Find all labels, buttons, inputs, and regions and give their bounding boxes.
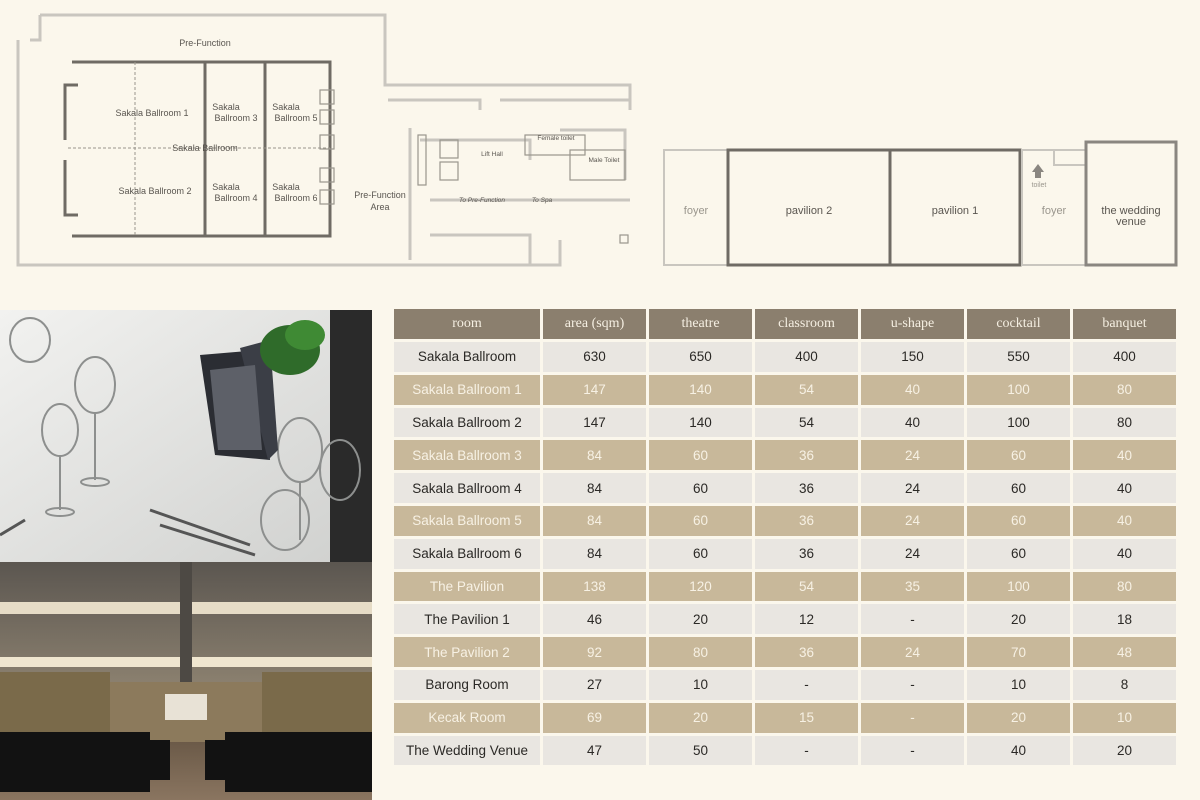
table-cell: 40: [1073, 506, 1176, 536]
table-cell: 46: [543, 604, 646, 634]
ballroom-4-label-line1: Sakala: [212, 182, 240, 192]
table-cell: Sakala Ballroom 1: [394, 375, 540, 405]
table-row: [394, 506, 1176, 536]
header-theatre: theatre: [649, 309, 752, 339]
table-cell: 120: [649, 572, 752, 602]
table-cell: 48: [1073, 637, 1176, 667]
to-pre-function-label: To Pre-Function: [458, 197, 506, 204]
table-body: [394, 342, 1176, 765]
capacity-table: [394, 309, 1180, 765]
table-cell: 8: [1073, 670, 1176, 700]
table-cell: 84: [543, 539, 646, 569]
female-toilet-label: Female toilet: [537, 135, 575, 142]
table-cell: 138: [543, 572, 646, 602]
table-cell: 100: [967, 408, 1070, 438]
table-cell: 36: [755, 506, 858, 536]
pavilion-floor-plan: [662, 140, 1182, 268]
table-row: [394, 703, 1176, 733]
table-cell: 24: [861, 473, 964, 503]
table-cell: 36: [755, 637, 858, 667]
table-cell: Kecak Room: [394, 703, 540, 733]
table-cell: 40: [1073, 473, 1176, 503]
table-cell: 69: [543, 703, 646, 733]
table-cell: 18: [1073, 604, 1176, 634]
wedding-venue-label-line1: the wedding: [1101, 205, 1161, 217]
table-cell: 400: [1073, 342, 1176, 372]
table-cell: 15: [755, 703, 858, 733]
ballroom-5-label-line2: Ballroom 5: [274, 113, 318, 123]
table-row: [394, 408, 1176, 438]
table-cell: 550: [967, 342, 1070, 372]
table-cell: -: [861, 604, 964, 634]
table-row: [394, 473, 1176, 503]
ballroom-floor-plan: [10, 10, 650, 272]
table-cell: The Pavilion 2: [394, 637, 540, 667]
header-banquet: banquet: [1073, 309, 1176, 339]
table-cell: 147: [543, 375, 646, 405]
table-row: [394, 670, 1176, 700]
table-row: [394, 375, 1176, 405]
table-cell: 54: [755, 375, 858, 405]
ballroom-5-label-line1: Sakala: [272, 102, 300, 112]
table-cell: 50: [649, 736, 752, 766]
table-cell: -: [755, 736, 858, 766]
table-cell: 60: [649, 473, 752, 503]
table-cell: 60: [967, 539, 1070, 569]
ballroom-6-label-line1: Sakala: [272, 182, 300, 192]
table-row: [394, 572, 1176, 602]
table-cell: The Pavilion 1: [394, 604, 540, 634]
table-cell: 80: [1073, 572, 1176, 602]
table-cell: 24: [861, 506, 964, 536]
foyer-left-label: foyer: [683, 205, 709, 217]
table-cell: 36: [755, 539, 858, 569]
table-cell: 92: [543, 637, 646, 667]
table-row: [394, 440, 1176, 470]
table-cell: 400: [755, 342, 858, 372]
header-cocktail: cocktail: [967, 309, 1070, 339]
wedding-venue-label-line2: venue: [1116, 216, 1146, 228]
table-cell: 80: [1073, 408, 1176, 438]
table-row: [394, 604, 1176, 634]
table-cell: -: [861, 670, 964, 700]
table-cell: 20: [1073, 736, 1176, 766]
table-cell: 80: [649, 637, 752, 667]
table-cell: Sakala Ballroom 2: [394, 408, 540, 438]
table-cell: 54: [755, 572, 858, 602]
table-cell: 10: [967, 670, 1070, 700]
table-cell: 150: [861, 342, 964, 372]
table-cell: 40: [1073, 440, 1176, 470]
pavilion-1-label: pavilion 1: [931, 205, 979, 217]
table-cell: 24: [861, 637, 964, 667]
table-cell: 100: [967, 572, 1070, 602]
table-cell: The Wedding Venue: [394, 736, 540, 766]
table-cell: 54: [755, 408, 858, 438]
table-cell: 24: [861, 539, 964, 569]
table-cell: 20: [649, 703, 752, 733]
table-cell: Sakala Ballroom 6: [394, 539, 540, 569]
table-cell: 60: [967, 473, 1070, 503]
foyer-right-label: foyer: [1041, 205, 1067, 217]
ballroom-center-label: Sakala Ballroom: [172, 143, 238, 153]
pre-function-area-label-line2: Area: [370, 202, 390, 212]
table-cell: -: [755, 670, 858, 700]
table-cell: 20: [967, 604, 1070, 634]
table-cell: 20: [649, 604, 752, 634]
table-cell: 10: [1073, 703, 1176, 733]
ballroom-4-label-line2: Ballroom 4: [214, 193, 258, 203]
table-cell: 80: [1073, 375, 1176, 405]
table-cell: 140: [649, 375, 752, 405]
table-cell: 60: [967, 440, 1070, 470]
table-cell: 650: [649, 342, 752, 372]
header-room: room: [394, 309, 540, 339]
male-toilet-label: Male Toilet: [588, 157, 620, 164]
table-cell: 10: [649, 670, 752, 700]
table-cell: 12: [755, 604, 858, 634]
table-cell: 147: [543, 408, 646, 438]
toilet-label: toilet: [1031, 182, 1047, 189]
pre-function-top-label: Pre-Function: [179, 38, 231, 48]
table-cell: 60: [649, 506, 752, 536]
table-cell: 60: [649, 539, 752, 569]
table-cell: 47: [543, 736, 646, 766]
table-cell: 84: [543, 440, 646, 470]
table-cell: 630: [543, 342, 646, 372]
table-cell: Sakala Ballroom: [394, 342, 540, 372]
table-row: [394, 736, 1176, 766]
table-cell: 40: [967, 736, 1070, 766]
table-cell: 20: [967, 703, 1070, 733]
table-cell: The Pavilion: [394, 572, 540, 602]
header-area: area (sqm): [543, 309, 646, 339]
ballroom-6-label-line2: Ballroom 6: [274, 193, 318, 203]
table-cell: 40: [861, 375, 964, 405]
ballroom-interior-photo: [0, 562, 372, 800]
table-cell: 70: [967, 637, 1070, 667]
table-cell: -: [861, 736, 964, 766]
table-cell: -: [861, 703, 964, 733]
table-row: [394, 342, 1176, 372]
table-row: [394, 539, 1176, 569]
table-row: [394, 637, 1176, 667]
table-header-row: [394, 309, 1176, 339]
table-cell: 40: [861, 408, 964, 438]
table-cell: 140: [649, 408, 752, 438]
table-cell: 84: [543, 473, 646, 503]
pavilion-2-label: pavilion 2: [785, 205, 833, 217]
table-cell: Sakala Ballroom 3: [394, 440, 540, 470]
table-cell: 36: [755, 473, 858, 503]
table-cell: 27: [543, 670, 646, 700]
table-cell: 36: [755, 440, 858, 470]
table-cell: Sakala Ballroom 5: [394, 506, 540, 536]
lift-hall-label: Lift Hall: [481, 151, 503, 158]
ballroom-2-label: Sakala Ballroom 2: [118, 186, 192, 196]
table-cell: 100: [967, 375, 1070, 405]
table-cell: 35: [861, 572, 964, 602]
table-cell: 60: [967, 506, 1070, 536]
table-cell: Barong Room: [394, 670, 540, 700]
ballroom-1-label: Sakala Ballroom 1: [115, 108, 189, 118]
table-cell: Sakala Ballroom 4: [394, 473, 540, 503]
ballroom-3-label-line2: Ballroom 3: [214, 113, 258, 123]
toilet-arrow-icon: [1032, 164, 1044, 178]
table-cell: 24: [861, 440, 964, 470]
table-setting-photo: [0, 310, 372, 562]
table-cell: 84: [543, 506, 646, 536]
ballroom-3-label-line1: Sakala: [212, 102, 240, 112]
pre-function-area-label-line1: Pre-Function: [354, 190, 406, 200]
table-cell: 40: [1073, 539, 1176, 569]
table-cell: 60: [649, 440, 752, 470]
to-spa-label: To Spa: [531, 197, 553, 204]
header-classroom: classroom: [755, 309, 858, 339]
header-u-shape: u-shape: [861, 309, 964, 339]
